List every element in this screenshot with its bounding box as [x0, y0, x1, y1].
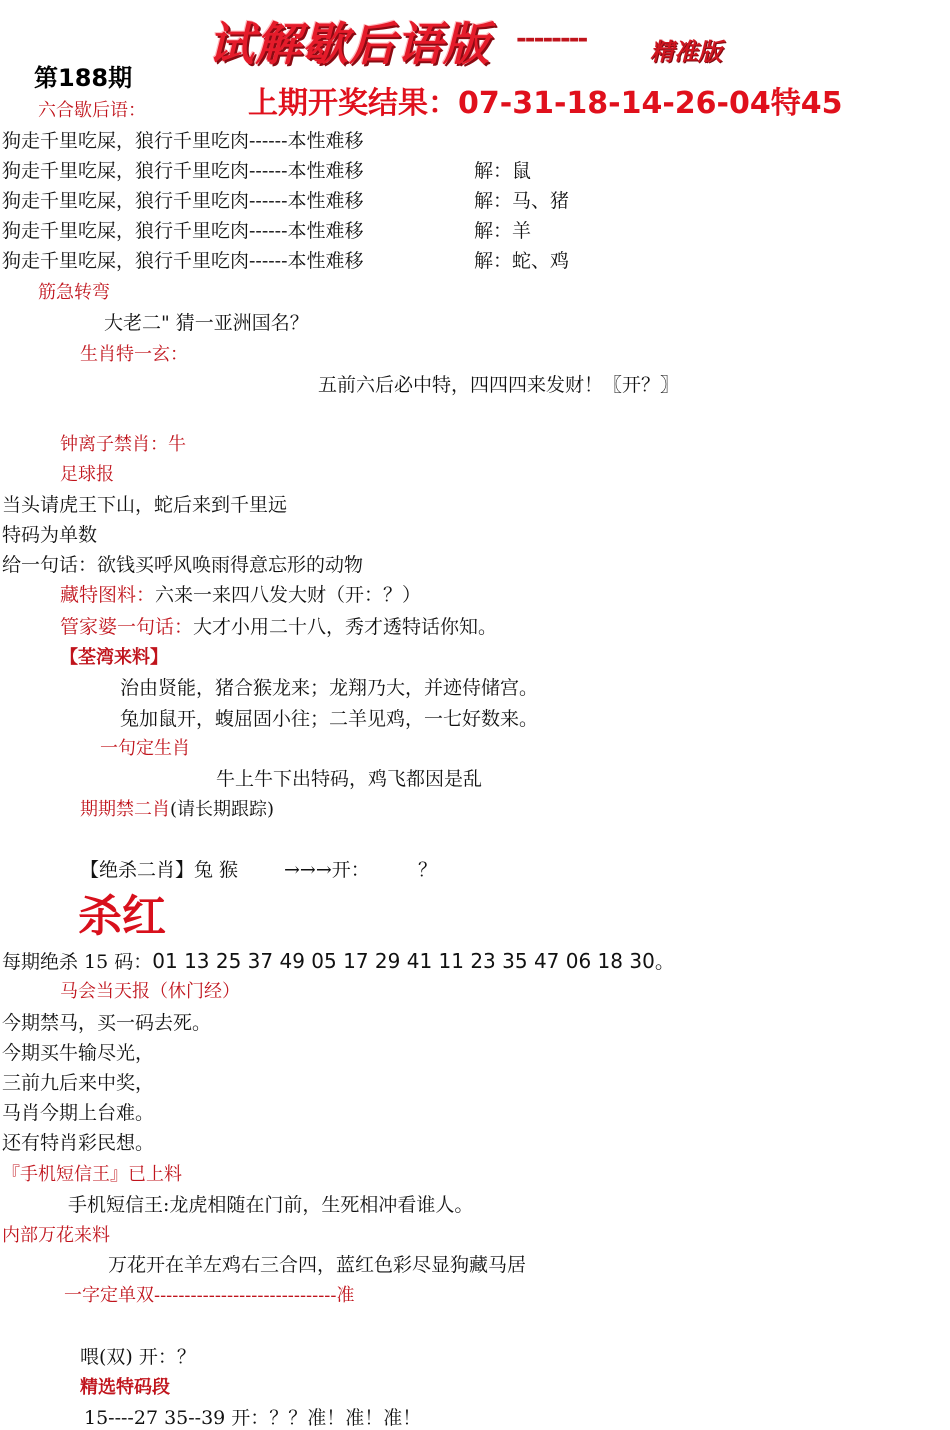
liuhe-note: 解：马、猪: [474, 190, 570, 212]
mahui-line: 三前九后来中奖，: [2, 1072, 155, 1094]
danshuang-heading: 一字定单双------------------------------准: [64, 1285, 355, 1306]
shengxiao-line: 五前六后必中特，四四四来发财！〖开？〗: [318, 374, 680, 396]
guanjia-label: 管家婆一句话：: [60, 616, 194, 638]
juesha-text: 【绝杀二肖】兔 猴: [80, 859, 239, 881]
wanhua-line: 万花开在羊左鸡右三合四，蓝红色彩尽显狗藏马居: [108, 1254, 527, 1276]
shengxiao-heading: 生肖特一玄：: [80, 344, 188, 365]
liuhe-heading: 六合歇后语：: [38, 100, 146, 121]
sms-heading: 『手机短信王』已上料: [2, 1164, 182, 1185]
liuhe-line: 狗走千里吃屎，狼行千里吃肉------本性难移: [2, 220, 364, 242]
football-line: 当头请虎王下山，蛇后来到千里远: [2, 494, 288, 516]
football-line: 给一句话：欲钱买呼风唤雨得意忘形的动物: [2, 554, 364, 576]
banner-dashes: --------: [516, 24, 587, 54]
sms-line: 手机短信王:龙虎相随在门前，生死相冲看谁人。: [68, 1194, 474, 1216]
cangte-text: 六来一来四八发大财（开：？）: [155, 584, 422, 606]
last-result: 上期开奖结果：07-31-18-14-26-04特45: [248, 86, 843, 121]
qiqi-row: [80, 795, 274, 821]
wanhua-heading: 内部万花来料: [2, 1225, 110, 1246]
mahui-heading: 马会当天报（休门经）: [60, 981, 240, 1002]
liuhe-line: 狗走千里吃屎，狼行千里吃肉------本性难移: [2, 160, 364, 182]
danshuang-line: 喂(双) 开：？: [80, 1346, 196, 1368]
qiqi-note: (请长期跟踪): [170, 799, 275, 820]
yiju-line: 牛上牛下出特码，鸡飞都因是乱: [216, 768, 483, 790]
juesha-arrow: →→→开：: [284, 859, 370, 881]
cangte-label: 藏特图料：: [60, 584, 156, 606]
teaser-question: 大老二" 猜一亚洲国名？: [104, 312, 309, 334]
jingxuan-heading: 精选特码段: [80, 1377, 170, 1398]
kill15-label: 每期绝杀 15 码：: [2, 951, 153, 973]
liuhe-note: 解：鼠: [474, 160, 532, 182]
cangte-row: [60, 580, 421, 607]
liuhe-note: 解：羊: [474, 220, 532, 242]
liuhe-line: 狗走千里吃屎，狼行千里吃肉------本性难移: [2, 130, 364, 152]
kill15-row: [2, 945, 675, 974]
liuhe-note: 解：蛇、鸡: [474, 250, 570, 272]
football-line: 特码为单数: [2, 524, 98, 546]
banner-title: 试解歇后语版: [208, 17, 490, 71]
mahui-line: 马肖今期上台难。: [2, 1102, 155, 1124]
banner-tag: 精准版: [650, 38, 722, 66]
issue-number: 第188期: [34, 64, 133, 92]
quanwan-heading: 【荃湾来料】: [60, 647, 168, 668]
mahui-line: 还有特肖彩民想。: [2, 1132, 155, 1154]
mahui-line: 今期买牛输尽光，: [2, 1042, 155, 1064]
guanjia-row: [60, 612, 497, 639]
football-heading: 足球报: [60, 464, 114, 485]
teaser-heading: 筋急转弯: [38, 282, 110, 303]
zhongli-line: 钟离子禁肖：牛: [60, 434, 186, 455]
qiqi-label: 期期禁二肖: [80, 799, 170, 820]
shahong-title: 杀红: [78, 891, 166, 942]
yiju-heading: 一句定生肖: [100, 738, 190, 759]
liuhe-line: 狗走千里吃屎，狼行千里吃肉------本性难移: [2, 190, 364, 212]
mahui-line: 今期禁马，买一码去死。: [2, 1012, 212, 1034]
guanjia-text: 大才小用二十八，秀才透特话你知。: [193, 616, 498, 638]
quanwan-line: 兔加鼠开，蝮屈固小往；二羊见鸡，一七好数来。: [120, 708, 539, 730]
liuhe-line: 狗走千里吃屎，狼行千里吃肉------本性难移: [2, 250, 364, 272]
jingxuan-line: 15----27 35--39 开：？？准！准！准！: [84, 1407, 422, 1429]
quanwan-line: 治由贤能，猪合猴龙来；龙翔乃大，并迹侍储宫。: [120, 677, 539, 699]
kill15-numbers: 01 13 25 37 49 05 17 29 41 11 23 35 47 06 18 30。: [152, 949, 675, 973]
juesha-answer: ？: [418, 859, 438, 881]
